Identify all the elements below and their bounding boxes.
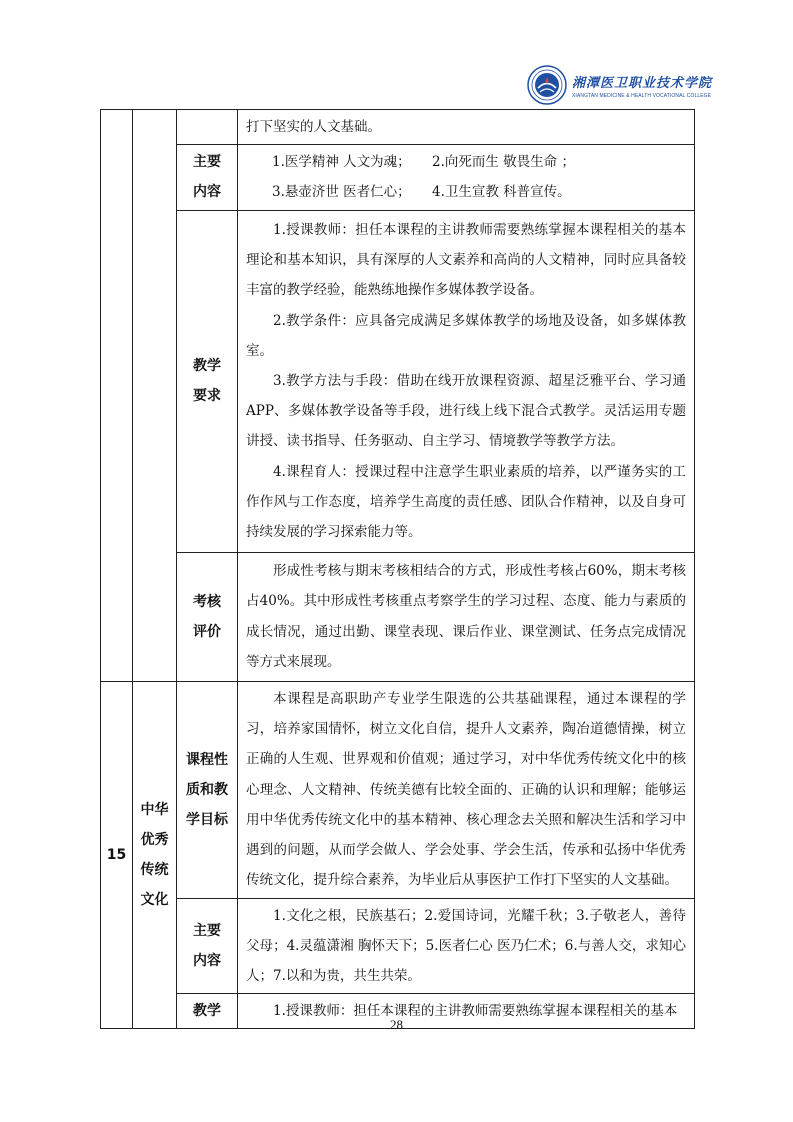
section-content xyxy=(238,145,695,210)
section-content xyxy=(238,552,695,681)
paragraph: 本课程是高职助产专业学生限选的公共基础课程，通过本课程的学习，培养家国情怀，树立文化自信，提升人文素养，陶冶道德情操，树立正确的人生观、世界观和价值观；通过学习，对中华优秀传统文化中的核心理念、人文精神、传统美德有比较全面的、正确的认识和理解；能够运用中华优秀传统文化中的基本精神、核心理念去关照和解决生活和学习中遇到的问题，从而学会做人、学会处事、学会生活，传承和弘扬中华优秀传统文化，提升综合素养，为毕业后从事医护工作打下坚实的人文基础。 xyxy=(246,690,686,889)
section-label-teaching-requirements: 教学 要求 xyxy=(177,210,238,552)
section-content xyxy=(238,110,695,145)
table-row xyxy=(101,681,695,898)
table-row xyxy=(101,552,695,681)
course-name xyxy=(133,110,177,682)
section-label xyxy=(177,110,238,145)
paragraph: 1.授课教师：担任本课程的主讲教师需要熟练掌握本课程相关的基本 xyxy=(273,1003,678,1020)
paragraph: 1.授课教师：担任本课程的主讲教师需要熟练掌握本课程相关的基本理论和基本知识，具有深厚的人文素养和高尚的人文精神，同时应具备较丰富的教学经验，能熟练地操作多媒体教学设备。 xyxy=(246,221,686,299)
paragraph: 1.文化之根，民族基石；2.爱国诗词，光耀千秋；3.子敬老人，善待父母；4.灵蕴潇湘 胸怀天下；5.医者仁心 医乃仁术；6.与善人交，求知心人；7.以和为贵，共生共荣。 xyxy=(246,907,686,985)
section-content xyxy=(238,898,695,994)
paragraph: 打下坚实的人文基础。 xyxy=(246,119,381,135)
content-item: 3.悬壶济世 医者仁心； xyxy=(272,184,411,201)
section-label-main-content: 主要 内容 xyxy=(177,145,238,210)
paragraph: 3.教学方法与手段：借助在线开放课程资源、超星泛雅平台、学习通APP、多媒体教学设备等手段，进行线上线下混合式教学。灵活运用专题讲授、读书指导、任务驱动、自主学习、情境教学等教学方法。 xyxy=(246,373,686,450)
section-label-course-objectives: 课程性 质和教 学目标 xyxy=(177,681,238,898)
paragraph: 2.教学条件：应具备完成满足多媒体教学的场地及设备，如多媒体教室。 xyxy=(246,312,686,359)
college-logo xyxy=(527,63,713,107)
paragraph: 4.课程育人：授课过程中注意学生职业素质的培养，以严谨务实的工作作风与工作态度，培养学生高度的责任感、团队合作精神，以及自身可持续发展的学习探索能力等。 xyxy=(246,463,686,541)
section-label-assessment: 考核 评价 xyxy=(177,552,238,681)
course-name: 中华 优秀 传统 文化 xyxy=(133,681,177,1029)
content-item: 1.医学精神 人文为魂； xyxy=(272,154,411,171)
table-row xyxy=(101,210,695,552)
table-row xyxy=(101,898,695,994)
section-label-teaching: 教学 xyxy=(177,994,238,1029)
page-number: 28 xyxy=(390,1017,403,1032)
logo-english-name: XIANGTAN MEDICINE & HEALTH VOCATIONAL COLLEGE xyxy=(572,92,712,99)
paragraph: 形成性考核与期末考核相结合的方式，形成性考核占60%，期末考核占40%。其中形成性考核重点考察学生的学习过程、态度、能力与素质的成长情况，通过出勤、课堂表现、课后作业、课堂测试、任务点完成情况等方式来展现。 xyxy=(246,563,686,670)
section-content xyxy=(238,681,695,898)
section-content xyxy=(238,210,695,552)
course-number xyxy=(101,110,133,682)
table-row xyxy=(101,145,695,210)
content-item: 2.向死而生 敬畏生命 ； xyxy=(432,154,575,171)
content-item: 4.卫生宣教 科普宣传。 xyxy=(432,184,571,201)
course-number: 15 xyxy=(101,681,133,1029)
college-seal-icon xyxy=(527,65,567,105)
table-row xyxy=(101,110,695,145)
course-table xyxy=(100,109,695,1029)
logo-name: 湘潭医卫职业技术学院 xyxy=(572,75,713,91)
section-label-main-content: 主要 内容 xyxy=(177,898,238,994)
